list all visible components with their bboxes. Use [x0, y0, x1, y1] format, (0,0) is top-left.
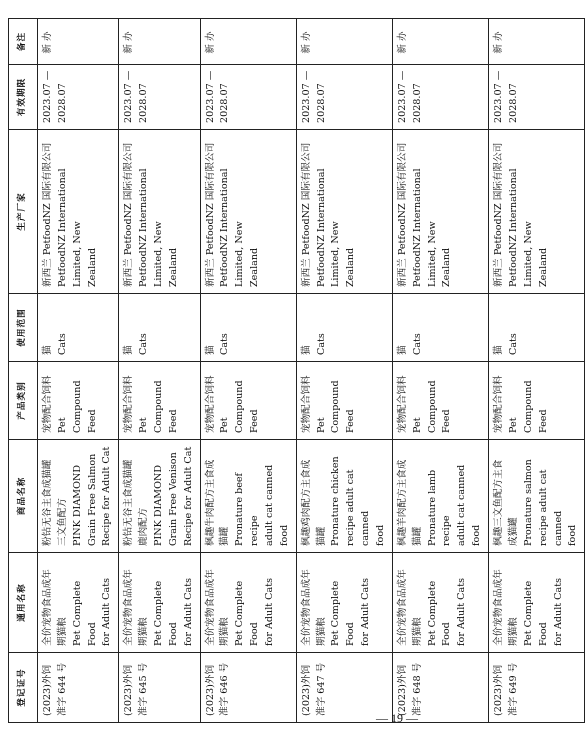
validity-line: 2023.07 — — [42, 70, 53, 123]
category-cell — [38, 362, 119, 440]
common-name-cell — [296, 553, 392, 653]
note-text: 新办 — [493, 28, 505, 54]
brand-name-line: recipe adult cat canned — [345, 469, 372, 546]
category-cell — [200, 362, 296, 440]
note-text: 新办 — [123, 28, 135, 54]
category-line: 宠物配合饲料 — [204, 375, 216, 433]
reg-no-line: 准字 647 号 — [315, 662, 327, 716]
category-line: Feed — [537, 409, 549, 433]
validity-cell — [296, 65, 392, 130]
brand-name-line: Pronature salmon — [522, 459, 534, 546]
validity-line: 2023.07 — — [493, 70, 505, 123]
brand-name-line: PINK DIAMOND — [153, 464, 165, 546]
brand-name-cell — [38, 440, 119, 553]
manufacturer-cell — [119, 130, 200, 294]
common-name-line: 期猫粮 — [138, 617, 150, 646]
validity-line: 2028.07 — [507, 83, 519, 123]
manufacturer-line: 新西兰 PetfoodNZ 国际有限公司 — [300, 142, 312, 287]
common-name-line: for Adult Cats — [552, 577, 564, 646]
brand-name-line: 枫趣羊肉配方主食成 — [396, 459, 408, 546]
validity-line: 2023.07 — — [396, 70, 408, 123]
scope-cell — [392, 294, 488, 362]
header-scope: 使用范围 — [9, 294, 38, 362]
common-name-cell — [392, 553, 488, 653]
table-row — [119, 19, 200, 723]
reg-no-line: (2023)外饲 — [123, 664, 135, 716]
manufacturer-line: PetfoodNZ International Limited, New — [138, 168, 165, 287]
brand-name-line: 枫趣牛肉配方主食成 — [204, 459, 216, 546]
common-name-line: 全价宠物食品成年 — [42, 569, 53, 646]
header-validity: 有效期限 — [9, 65, 38, 130]
common-name-line: Pet Complete Food — [426, 580, 453, 646]
common-name-line: 全价宠物食品成年 — [396, 569, 408, 646]
common-name-line: 期猫粮 — [219, 617, 231, 646]
header-brand-name: 商品名称 — [9, 440, 38, 553]
brand-name-line: Grain Free Salmon — [86, 453, 98, 546]
scope-line: Cats — [56, 333, 68, 355]
common-name-line: 期猫粮 — [315, 617, 327, 646]
manufacturer-line: 新西兰 PetfoodNZ 国际有限公司 — [204, 142, 216, 287]
manufacturer-line: PetfoodNZ International Limited, New — [315, 168, 342, 287]
category-cell — [489, 362, 585, 440]
table-row — [200, 19, 296, 723]
common-name-cell — [119, 553, 200, 653]
header-category: 产品类别 — [9, 362, 38, 440]
category-cell — [119, 362, 200, 440]
reg-no-line: (2023)外饲 — [396, 664, 408, 716]
manufacturer-line: Zealand — [345, 247, 357, 287]
reg-no-line: 准字 644 号 — [56, 662, 68, 716]
reg-no-line: (2023)外饲 — [493, 664, 505, 716]
scope-line: 猫 — [493, 345, 505, 355]
category-cell — [392, 362, 488, 440]
scope-line: 猫 — [300, 345, 312, 355]
validity-line: 2023.07 — — [123, 70, 135, 123]
common-name-line: 期猫粮 — [411, 617, 423, 646]
common-name-line: 全价宠物食品成年 — [123, 569, 135, 646]
table-row — [489, 19, 585, 723]
table-row — [38, 19, 119, 723]
manufacturer-line: 新西兰 PetfoodNZ 国际有限公司 — [493, 142, 505, 287]
manufacturer-line: PetfoodNZ International Limited, New — [219, 168, 246, 287]
validity-line: 2023.07 — — [204, 70, 216, 123]
scope-line: 猫 — [204, 345, 216, 355]
note-text: 新办 — [396, 28, 408, 54]
brand-name-line: Recipe for Adult Cat — [101, 446, 113, 546]
scope-line: Cats — [507, 333, 519, 355]
common-name-line: 期猫粮 — [507, 617, 519, 646]
brand-name-line: PINK DIAMOND — [71, 464, 83, 546]
category-line: Pet Compound — [411, 380, 438, 433]
validity-line: 2028.07 — [138, 83, 150, 123]
scope-line: Cats — [219, 333, 231, 355]
scope-cell — [200, 294, 296, 362]
common-name-cell — [38, 553, 119, 653]
brand-name-line: food — [375, 524, 387, 546]
table-body — [38, 19, 585, 723]
brand-name-line: 鹿肉配方 — [138, 507, 150, 546]
validity-line: 2023.07 — — [300, 70, 312, 123]
validity-line: 2028.07 — [411, 83, 423, 123]
note-cell — [392, 19, 488, 65]
scope-line: 猫 — [396, 345, 408, 355]
brand-name-line: food — [567, 524, 579, 546]
common-name-line: Pet Complete Food — [522, 580, 549, 646]
reg-no-line: 准字 645 号 — [138, 662, 150, 716]
header-manufacturer: 生产厂家 — [9, 130, 38, 294]
validity-cell — [38, 65, 119, 130]
brand-name-line: recipe adult cat canned — [537, 469, 564, 546]
common-name-line: for Adult Cats — [264, 577, 276, 646]
brand-name-line: 枫趣三文鱼配方主食 — [493, 459, 505, 546]
common-name-line: for Adult Cats — [360, 577, 372, 646]
manufacturer-line: PetfoodNZ International Limited, New — [507, 168, 534, 287]
category-line: Pet Compound — [219, 380, 246, 433]
common-name-line: Pet Complete Food — [71, 580, 98, 646]
common-name-line: Pet Complete Food — [234, 580, 261, 646]
manufacturer-cell — [200, 130, 296, 294]
manufacturer-cell — [489, 130, 585, 294]
page-number: — 19 — — [376, 711, 418, 725]
registration-table — [8, 18, 585, 723]
brand-name-line: 三文鱼配方 — [56, 498, 68, 546]
category-line: 宠物配合饲料 — [42, 375, 53, 433]
brand-name-cell — [392, 440, 488, 553]
note-cell — [296, 19, 392, 65]
brand-name-cell — [296, 440, 392, 553]
scope-line: 猫 — [42, 345, 53, 355]
scope-line: Cats — [138, 333, 150, 355]
reg-no-cell — [200, 653, 296, 723]
brand-name-cell — [119, 440, 200, 553]
category-line: 宠物配合饲料 — [493, 375, 505, 433]
brand-name-cell — [200, 440, 296, 553]
brand-name-line: Pronature beef recipe — [234, 472, 261, 546]
validity-cell — [489, 65, 585, 130]
scope-line: Cats — [315, 333, 327, 355]
brand-name-line: adult cat canned food — [264, 464, 290, 546]
note-cell — [38, 19, 119, 65]
common-name-cell — [200, 553, 296, 653]
manufacturer-line: Zealand — [167, 247, 179, 287]
category-line: Feed — [441, 409, 453, 433]
category-line: Feed — [167, 409, 179, 433]
brand-name-line: adult cat canned food — [456, 464, 483, 546]
brand-name-line: 枫趣鸡肉配方主食成 — [300, 459, 312, 546]
validity-cell — [119, 65, 200, 130]
manufacturer-line: PetfoodNZ International Limited, New — [56, 168, 83, 287]
category-line: Feed — [86, 409, 98, 433]
manufacturer-line: PetfoodNZ International Limited, New — [411, 168, 438, 287]
common-name-line: Pet Complete Food — [330, 580, 357, 646]
validity-line: 2028.07 — [56, 83, 68, 123]
manufacturer-line: Zealand — [249, 247, 261, 287]
common-name-line: Pet Complete Food — [153, 580, 179, 646]
reg-no-cell — [119, 653, 200, 723]
scope-line: Cats — [411, 333, 423, 355]
reg-no-cell — [38, 653, 119, 723]
brand-name-line: Pronature lamb recipe — [426, 469, 453, 546]
scope-line: 猫 — [123, 345, 135, 355]
category-cell — [296, 362, 392, 440]
header-note: 备注 — [9, 19, 38, 65]
reg-no-line: (2023)外饲 — [300, 664, 312, 716]
manufacturer-line: Zealand — [441, 247, 453, 287]
note-text: 新办 — [204, 28, 216, 54]
manufacturer-line: 新西兰 PetfoodNZ 国际有限公司 — [396, 142, 408, 287]
brand-name-line: 猫罐 — [411, 526, 423, 546]
validity-cell — [200, 65, 296, 130]
manufacturer-cell — [38, 130, 119, 294]
category-line: 宠物配合饲料 — [396, 375, 408, 433]
brand-name-line: 粉钻无谷主食成猫罐 — [42, 459, 53, 546]
reg-no-line: (2023)外饲 — [42, 664, 53, 716]
manufacturer-cell — [296, 130, 392, 294]
category-line: 宠物配合饲料 — [300, 375, 312, 433]
brand-name-line: 粉钻无谷主食成猫罐 — [123, 459, 135, 546]
scope-cell — [489, 294, 585, 362]
scope-cell — [38, 294, 119, 362]
brand-name-line: 成猫罐 — [507, 517, 519, 546]
note-cell — [119, 19, 200, 65]
header-common-name: 通用名称 — [9, 553, 38, 653]
manufacturer-cell — [392, 130, 488, 294]
manufacturer-line: 新西兰 PetfoodNZ 国际有限公司 — [42, 142, 53, 287]
brand-name-cell — [489, 440, 585, 553]
table-header-row — [9, 19, 38, 723]
table-row — [296, 19, 392, 723]
category-line: 宠物配合饲料 — [123, 375, 135, 433]
validity-cell — [392, 65, 488, 130]
common-name-line: for Adult Cats — [456, 577, 468, 646]
note-cell — [489, 19, 585, 65]
reg-no-line: 准字 649 号 — [507, 662, 519, 716]
validity-line: 2028.07 — [315, 83, 327, 123]
manufacturer-line: Zealand — [86, 247, 98, 287]
note-cell — [200, 19, 296, 65]
note-text: 新办 — [42, 28, 53, 54]
category-line: Pet Compound — [315, 380, 342, 433]
reg-no-line: 准字 648 号 — [411, 662, 423, 716]
note-text: 新办 — [300, 28, 312, 54]
validity-line: 2028.07 — [219, 83, 231, 123]
common-name-line: 全价宠物食品成年 — [300, 569, 312, 646]
scope-cell — [119, 294, 200, 362]
common-name-line: 全价宠物食品成年 — [204, 569, 216, 646]
header-reg-no: 登记证号 — [9, 653, 38, 723]
reg-no-cell — [489, 653, 585, 723]
common-name-line: for Adult Cats — [101, 577, 113, 646]
category-line: Feed — [249, 409, 261, 433]
category-line: Feed — [345, 409, 357, 433]
brand-name-line: 猫罐 — [219, 526, 231, 546]
common-name-line: for Adult Cats — [182, 577, 194, 646]
table-row — [392, 19, 488, 723]
brand-name-line: Grain Free Venison — [167, 452, 179, 546]
common-name-line: 全价宠物食品成年 — [493, 569, 505, 646]
common-name-line: 期猫粮 — [56, 617, 68, 646]
brand-name-line: Recipe for Adult Cat — [182, 446, 194, 546]
manufacturer-line: Zealand — [537, 247, 549, 287]
category-line: Pet Compound — [138, 380, 165, 433]
category-line: Pet Compound — [507, 380, 534, 433]
category-line: Pet Compound — [56, 380, 83, 433]
brand-name-line: 猫罐 — [315, 526, 327, 546]
brand-name-line: Pronature chicken — [330, 456, 342, 546]
manufacturer-line: 新西兰 PetfoodNZ 国际有限公司 — [123, 142, 135, 287]
reg-no-line: 准字 646 号 — [219, 662, 231, 716]
common-name-cell — [489, 553, 585, 653]
reg-no-line: (2023)外饲 — [204, 664, 216, 716]
scope-cell — [296, 294, 392, 362]
